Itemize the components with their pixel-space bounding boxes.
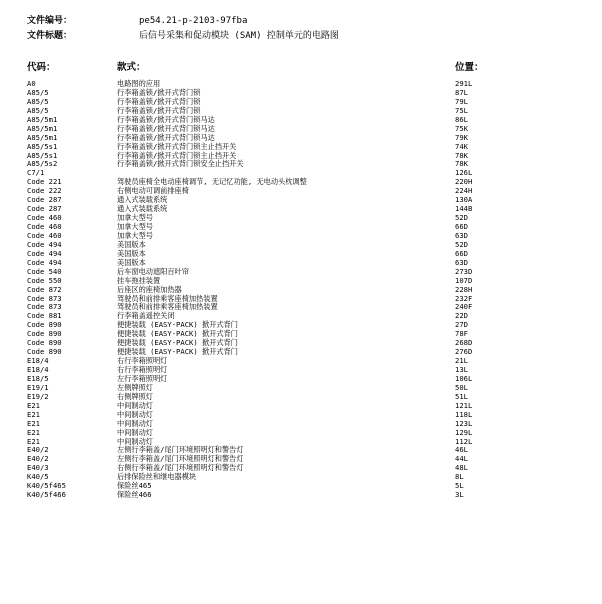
table-row xyxy=(0,160,602,169)
table-row xyxy=(0,482,602,491)
table-row xyxy=(0,473,602,482)
model-cell: 行李箱盖锁/掀开式背门锁 xyxy=(117,96,201,106)
model-cell: 左侧牌照灯 xyxy=(117,382,153,392)
component-table xyxy=(0,80,602,500)
model-cell: 中间制动灯 xyxy=(117,409,153,419)
position-cell: 129L xyxy=(455,427,473,437)
code-cell: E21 xyxy=(27,427,40,437)
model-cell: 中间制动灯 xyxy=(117,427,153,437)
position-cell: 232F xyxy=(455,293,473,303)
model-cell: 行李箱盖锁/掀开式背门锁 xyxy=(117,87,201,97)
model-cell: 挂车拖挂装置 xyxy=(117,275,161,285)
model-cell: 保险丝465 xyxy=(117,481,152,491)
position-cell: 118L xyxy=(455,409,473,419)
model-cell: 中间制动灯 xyxy=(117,418,153,428)
code-cell: Code 460 xyxy=(27,213,62,223)
model-cell: 驾驶员座椅全电动座椅调节, 无记忆功能, 无电动头枕调整 xyxy=(117,177,307,187)
code-cell: E21 xyxy=(27,400,40,410)
position-cell: 123L xyxy=(455,418,473,428)
table-row xyxy=(0,241,602,250)
model-cell: 右侧电动可调前排座椅 xyxy=(117,186,189,196)
code-cell: Code 287 xyxy=(27,195,62,205)
position-cell: 3L xyxy=(455,490,464,500)
code-cell: Code 460 xyxy=(27,222,62,231)
table-row xyxy=(0,268,602,277)
position-cell: 273D xyxy=(455,266,473,276)
model-cell: 行李箱盖锁/掀开式背门锁马达 xyxy=(117,132,215,142)
position-cell: 52D xyxy=(455,239,468,249)
table-row xyxy=(0,393,602,402)
model-cell: 行李箱盖锁/掀开式背门锁马达 xyxy=(117,123,215,133)
model-cell: 右行李箱照明灯 xyxy=(117,356,168,366)
model-cell: 右行李箱照明灯 xyxy=(117,365,168,374)
table-row xyxy=(0,277,602,286)
code-cell: A85/5m1 xyxy=(27,123,58,133)
model-cell: 中间制动灯 xyxy=(117,400,153,410)
code-cell: C7/1 xyxy=(27,168,45,178)
table-row xyxy=(0,152,602,161)
model-cell: 右侧牌照灯 xyxy=(117,391,153,401)
position-cell: 144B xyxy=(455,204,473,214)
table-row xyxy=(0,295,602,304)
code-cell: E40/3 xyxy=(27,463,49,473)
position-cell: 112L xyxy=(455,436,473,446)
code-cell: E18/5 xyxy=(27,373,49,383)
code-cell: A85/5s2 xyxy=(27,159,58,169)
model-cell: 后座区的座椅加热器 xyxy=(117,284,182,294)
model-cell: 美国版本 xyxy=(117,248,146,258)
table-row xyxy=(0,384,602,393)
table-row xyxy=(0,321,602,330)
model-cell: 电路图的应用 xyxy=(117,79,161,88)
model-cell: 便捷装载 (EASY-PACK) 掀开式背门 xyxy=(117,338,238,348)
code-cell: Code 494 xyxy=(27,257,62,267)
table-row xyxy=(0,339,602,348)
doc-title-label: 文件标题： xyxy=(27,31,73,41)
position-column-header: 位置： xyxy=(455,62,484,73)
position-cell: 63D xyxy=(455,230,468,240)
model-cell: 通入式装载系统 xyxy=(117,204,168,214)
code-cell: A85/5 xyxy=(27,96,49,106)
position-cell: 75K xyxy=(455,123,468,133)
model-cell: 美国版本 xyxy=(117,257,146,267)
position-cell: 126L xyxy=(455,168,473,178)
model-cell: 行李箱盖锁/掀开式背门锁主止挡开关 xyxy=(117,141,237,151)
position-cell: 5L xyxy=(455,481,464,491)
position-cell: 52D xyxy=(455,213,468,223)
model-cell: 加拿大型号 xyxy=(117,222,153,231)
model-cell: 左侧行李箱盖/尾门环境照明灯和警告灯 xyxy=(117,445,244,455)
table-row xyxy=(0,366,602,375)
table-row xyxy=(0,446,602,455)
code-cell: Code 494 xyxy=(27,248,62,258)
table-row xyxy=(0,357,602,366)
table-row xyxy=(0,429,602,438)
position-cell: 79K xyxy=(455,132,468,142)
code-cell: K40/5 xyxy=(27,472,49,482)
code-cell: A85/5m1 xyxy=(27,114,58,124)
code-cell: E21 xyxy=(27,436,40,446)
code-cell: E21 xyxy=(27,418,40,428)
model-cell: 行李箱盖锁/掀开式背门锁主止挡开关 xyxy=(117,150,237,160)
code-cell: Code 222 xyxy=(27,186,62,196)
table-row xyxy=(0,205,602,214)
table-row xyxy=(0,187,602,196)
code-cell: A85/5s1 xyxy=(27,141,58,151)
code-cell: Code 873 xyxy=(27,293,62,303)
position-cell: 78F xyxy=(455,329,468,339)
model-cell: 右侧行李箱盖/尾门环境照明灯和警告灯 xyxy=(117,463,244,473)
position-cell: 27D xyxy=(455,320,468,330)
code-cell: E40/2 xyxy=(27,445,49,455)
model-cell: 后排保险丝和继电器模块 xyxy=(117,472,197,482)
model-cell: 便捷装载 (EASY-PACK) 掀开式背门 xyxy=(117,320,238,330)
code-cell: Code 890 xyxy=(27,320,62,330)
code-cell: Code 890 xyxy=(27,347,62,357)
code-column-header: 代码： xyxy=(27,62,56,73)
table-row xyxy=(0,348,602,357)
position-cell: 268D xyxy=(455,338,473,348)
table-row xyxy=(0,196,602,205)
code-cell: E21 xyxy=(27,409,40,419)
table-row xyxy=(0,259,602,268)
position-cell: 66D xyxy=(455,222,468,231)
table-row xyxy=(0,134,602,143)
position-cell: 106L xyxy=(455,373,473,383)
position-cell: 75L xyxy=(455,105,468,115)
position-cell: 44L xyxy=(455,454,468,464)
table-row xyxy=(0,223,602,232)
model-cell: 保险丝466 xyxy=(117,490,152,500)
doc-title-value: 后信号采集和促动模块 (SAM) 控制单元的电路图 xyxy=(139,31,339,41)
position-cell: 21L xyxy=(455,356,468,366)
position-cell: 51L xyxy=(455,391,468,401)
table-row xyxy=(0,89,602,98)
code-cell: Code 540 xyxy=(27,266,62,276)
code-cell: K40/5f466 xyxy=(27,490,66,500)
position-cell: 107D xyxy=(455,275,473,285)
code-cell: A0 xyxy=(27,79,36,88)
position-cell: 228H xyxy=(455,284,473,294)
model-cell: 左行李箱照明灯 xyxy=(117,373,168,383)
model-cell: 后车窗电动遮阳百叶帘 xyxy=(117,266,189,276)
table-row xyxy=(0,438,602,447)
model-cell: 行李箱盖锁/掀开式背门锁安全止挡开关 xyxy=(117,159,244,169)
model-cell: 行李箱盖锁/掀开式背门锁马达 xyxy=(117,114,215,124)
code-cell: Code 460 xyxy=(27,230,62,240)
code-cell: Code 890 xyxy=(27,329,62,339)
model-cell: 行李箱盖锁/掀开式背门锁 xyxy=(117,105,201,115)
model-cell: 便捷装载 (EASY-PACK) 掀开式背门 xyxy=(117,329,238,339)
table-row xyxy=(0,80,602,89)
table-row xyxy=(0,214,602,223)
table-row xyxy=(0,98,602,107)
table-row xyxy=(0,143,602,152)
table-row xyxy=(0,411,602,420)
code-cell: Code 221 xyxy=(27,177,62,187)
table-row xyxy=(0,250,602,259)
model-cell: 加拿大型号 xyxy=(117,213,153,223)
position-cell: 224H xyxy=(455,186,473,196)
position-cell: 220H xyxy=(455,177,473,187)
table-row xyxy=(0,125,602,134)
position-cell: 291L xyxy=(455,79,473,88)
position-cell: 50L xyxy=(455,382,468,392)
table-row xyxy=(0,491,602,500)
table-row xyxy=(0,107,602,116)
code-cell: E19/2 xyxy=(27,391,49,401)
position-cell: 86L xyxy=(455,114,468,124)
position-cell: 48L xyxy=(455,463,468,473)
position-cell: 66D xyxy=(455,248,468,258)
code-cell: K40/5f465 xyxy=(27,481,66,491)
model-cell: 美国版本 xyxy=(117,239,146,249)
code-cell: Code 873 xyxy=(27,302,62,312)
model-cell: 便捷装载 (EASY-PACK) 掀开式背门 xyxy=(117,347,238,357)
doc-number-label: 文件编号： xyxy=(27,16,73,26)
position-cell: 46L xyxy=(455,445,468,455)
table-row xyxy=(0,312,602,321)
code-cell: Code 890 xyxy=(27,338,62,348)
model-cell: 驾驶员和前排乘客座椅加热装置 xyxy=(117,293,218,303)
table-row xyxy=(0,178,602,187)
position-cell: 13L xyxy=(455,365,468,374)
position-cell: 130A xyxy=(455,195,473,205)
position-cell: 87L xyxy=(455,87,468,97)
code-cell: A85/5s1 xyxy=(27,150,58,160)
position-cell: 74K xyxy=(455,141,468,151)
position-cell: 78K xyxy=(455,159,468,169)
code-cell: E18/4 xyxy=(27,365,49,374)
model-cell: 通入式装载系统 xyxy=(117,195,168,205)
table-row xyxy=(0,330,602,339)
model-cell: 左侧行李箱盖/尾门环境照明灯和警告灯 xyxy=(117,454,244,464)
code-cell: Code 881 xyxy=(27,311,62,321)
code-cell: A85/5 xyxy=(27,105,49,115)
code-cell: Code 287 xyxy=(27,204,62,214)
position-cell: 79L xyxy=(455,96,468,106)
table-row xyxy=(0,420,602,429)
code-cell: Code 494 xyxy=(27,239,62,249)
table-row xyxy=(0,464,602,473)
position-cell: 8L xyxy=(455,472,464,482)
position-cell: 22D xyxy=(455,311,468,321)
position-cell: 240F xyxy=(455,302,473,312)
position-cell: 121L xyxy=(455,400,473,410)
code-cell: E19/1 xyxy=(27,382,49,392)
position-cell: 78K xyxy=(455,150,468,160)
code-cell: Code 872 xyxy=(27,284,62,294)
position-cell: 63D xyxy=(455,257,468,267)
code-cell: E18/4 xyxy=(27,356,49,366)
table-row xyxy=(0,402,602,411)
table-row xyxy=(0,455,602,464)
code-cell: A85/5m1 xyxy=(27,132,58,142)
doc-number-value: pe54.21-p-2103-97fba xyxy=(139,16,248,26)
table-row xyxy=(0,116,602,125)
table-row xyxy=(0,375,602,384)
table-row xyxy=(0,303,602,312)
code-cell: E40/2 xyxy=(27,454,49,464)
model-column-header: 款式： xyxy=(117,62,146,73)
position-cell: 276D xyxy=(455,347,473,357)
code-cell: Code 550 xyxy=(27,275,62,285)
model-cell: 驾驶员和前排乘客座椅加热装置 xyxy=(117,302,218,312)
model-cell: 加拿大型号 xyxy=(117,230,153,240)
code-cell: A85/5 xyxy=(27,87,49,97)
model-cell: 中间制动灯 xyxy=(117,436,153,446)
table-row xyxy=(0,286,602,295)
table-row xyxy=(0,232,602,241)
model-cell: 行李箱盖遥控关闭 xyxy=(117,311,175,321)
